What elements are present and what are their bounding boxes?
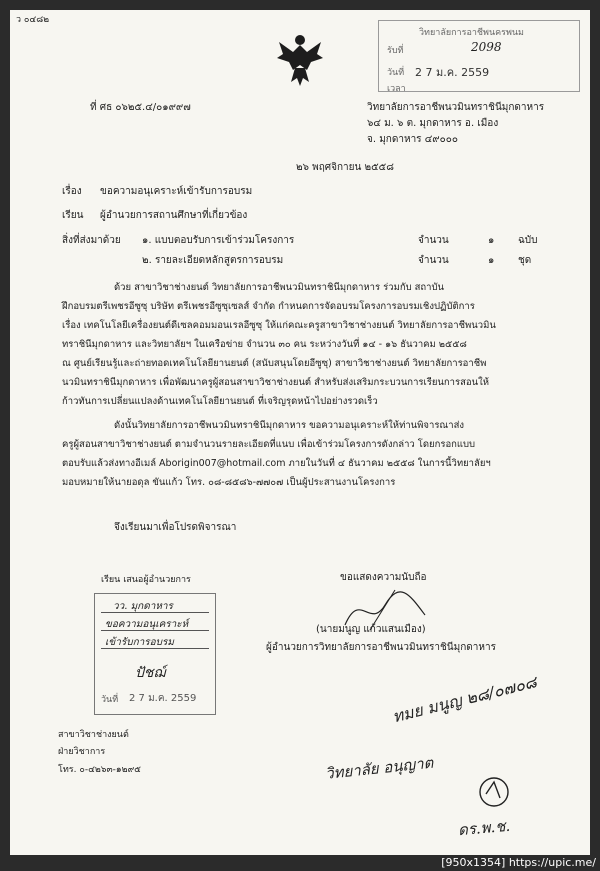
enclosure-qty-label: จำนวน (418, 255, 449, 266)
signer-title: ผู้อำนวยการวิทยาลัยการอาชีพนวมินทราชินีมุกดาหาร (266, 642, 496, 653)
enclosure-qty-label: จำนวน (418, 235, 449, 246)
handwritten-note-3: ดร.พ.ช. (457, 816, 511, 840)
stamp-received-label: รับที่ (387, 46, 404, 56)
enclosure-qty: ๑ (488, 255, 495, 266)
signoff-text: ขอแสดงความนับถือ (340, 572, 427, 583)
stamp-received-value: 2098 (471, 40, 502, 54)
subject-text: ขอความอนุเคราะห์เข้ารับการอบรม (100, 186, 253, 197)
enclosure-unit: ฉบับ (518, 235, 538, 246)
top-mark: ว ๐๔๘๒ (16, 15, 50, 25)
routing-date-label: วันที่ (101, 695, 119, 705)
routing-note-2: ขอความอนุเคราะห์ (105, 619, 189, 630)
handwritten-note-2: วิทยาลัย อนุญาต (324, 753, 435, 783)
routing-date-value: 2 7 ม.ค. 2559 (129, 693, 197, 704)
stamp-date-value: 2 7 ม.ค. 2559 (415, 66, 490, 79)
sender-name: วิทยาลัยการอาชีพนวมินทราชินีมุกดาหาร (367, 102, 545, 113)
document-page (10, 10, 590, 855)
routing-signature: ปัชฌ์ (135, 665, 166, 681)
paragraph-line: ก้าวทันการเปลี่ยนแปลงด้านเทคโนโลยียานยนต์ ที่เจริญรุดหน้าไปอย่างรวดเร็ว (62, 396, 378, 407)
routing-header: เรียน เสนอผู้อำนวยการ (101, 575, 191, 585)
paragraph-line: ฝึกอบรมตรีเพชรอีซูซุ บริษัท ตรีเพชรอีซูซุเซลส์ จำกัด กำหนดการจัดอบรมโครงการอบรมเชิงปฏิบัติการ (62, 301, 475, 312)
dept-line-3: โทร. ๐-๔๒๖๓-๑๒๙๕ (58, 765, 141, 775)
paragraph-line: ทราชินีมุกดาหาร และวิทยาลัยฯ ในเครือข่าย จำนวน ๓๐ คน ระหว่างวันที่ ๑๔ - ๑๖ ธันวาคม ๒๕๕๘ (62, 339, 467, 350)
enclosure-label: สิ่งที่ส่งมาด้วย (62, 235, 121, 246)
paragraph-line: นวมินทราชินีมุกดาหาร เพื่อพัฒนาครูผู้สอนสาขาวิชาช่างยนต์ สำหรับส่งเสริมกระบวนการเรียนการสอนให้ (62, 377, 489, 388)
dept-line-1: สาขาวิชาช่างยนต์ (58, 730, 129, 740)
handwritten-note-1: ทมย มนูญ ๒๘/๐๗๐๘ (390, 672, 539, 727)
receive-stamp (378, 20, 580, 92)
sender-address-1: ๖๔ ม. ๖ ต. มุกดาหาร อ. เมือง (367, 118, 499, 129)
enclosure-item-text: ๑. แบบตอบรับการเข้าร่วมโครงการ (142, 235, 295, 246)
stamp-time-label: เวลา (387, 84, 406, 94)
routing-note-3: เข้ารับการอบรม (105, 637, 174, 648)
image-size-watermark: [950x1354] https://upic.me/ (441, 856, 596, 869)
paragraph-line: ณ ศูนย์เรียนรู้และถ่ายทอดเทคโนโลยียานยนต์ (สนับสนุนโดยอีซูซุ) สาขาวิชาช่างยนต์ วิทยาลัยการอาชีพ (62, 358, 487, 369)
paragraph-line: มอบหมายให้นายอดุล ขันแก้ว โทร. ๐๘-๘๕๘๖-๗๗๐๗ เป็นผู้ประสานงานโครงการ (62, 477, 396, 488)
document-date: ๒๖ พฤศจิกายน ๒๕๕๘ (296, 162, 394, 173)
recipient-label: เรียน (62, 210, 84, 221)
paragraph-line: ตอบรับแล้วส่งทางอีเมล์ Aborigin007@hotmail.com ภายในวันที่ ๔ ธันวาคม ๒๕๕๘ ในการนี้วิทยาลัยฯ (62, 458, 491, 469)
routing-note-1: วว. มุกดาหาร (113, 601, 173, 612)
garuda-emblem-icon (275, 30, 325, 88)
document-number: ที่ ศธ ๐๖๒๕.๔/๐๑๙๙๗ (90, 102, 191, 113)
signer-name: (นายมนูญ แก้วแสนเมือง) (316, 624, 426, 635)
enclosure-item-text: ๒. รายละเอียดหลักสูตรการอบรม (142, 255, 284, 266)
dept-line-2: ฝ่ายวิชาการ (58, 747, 106, 757)
stamp-title: วิทยาลัยการอาชีพนครพนม (419, 28, 524, 38)
enclosure-qty: ๑ (488, 235, 495, 246)
handwritten-circle-mark-icon (474, 772, 514, 812)
recipient-text: ผู้อำนวยการสถานศึกษาที่เกี่ยวข้อง (100, 210, 248, 221)
subject-label: เรื่อง (62, 186, 82, 197)
stamp-date-label: วันที่ (387, 68, 405, 78)
paragraph-line: ด้วย สาขาวิชาช่างยนต์ วิทยาลัยการอาชีพนวมินทราชินีมุกดาหาร ร่วมกับ สถาบัน (114, 282, 445, 293)
paragraph-line: ครูผู้สอนสาขาวิชาช่างยนต์ ตามจำนวนรายละเอียดที่แนบ เพื่อเข้าร่วมโครงการดังกล่าว โดยกรอกแบบ (62, 439, 476, 450)
sender-address-2: จ. มุกดาหาร ๔๙๐๐๐ (367, 134, 458, 145)
paragraph-line: ดังนั้นวิทยาลัยการอาชีพนวมินทราชินีมุกดาหาร ขอความอนุเคราะห์ให้ท่านพิจารณาส่ง (114, 420, 465, 431)
paragraph-line: เรื่อง เทคโนโลยีเครื่องยนต์ดีเซลคอมมอนเรลอีซูซุ ให้แก่คณะครูสาขาวิชาช่างยนต์ วิทยาลัยการอาชีพนวมิน (62, 320, 496, 331)
closing-text: จึงเรียนมาเพื่อโปรดพิจารณา (114, 522, 237, 533)
routing-box (94, 575, 216, 715)
enclosure-unit: ชุด (518, 255, 532, 266)
